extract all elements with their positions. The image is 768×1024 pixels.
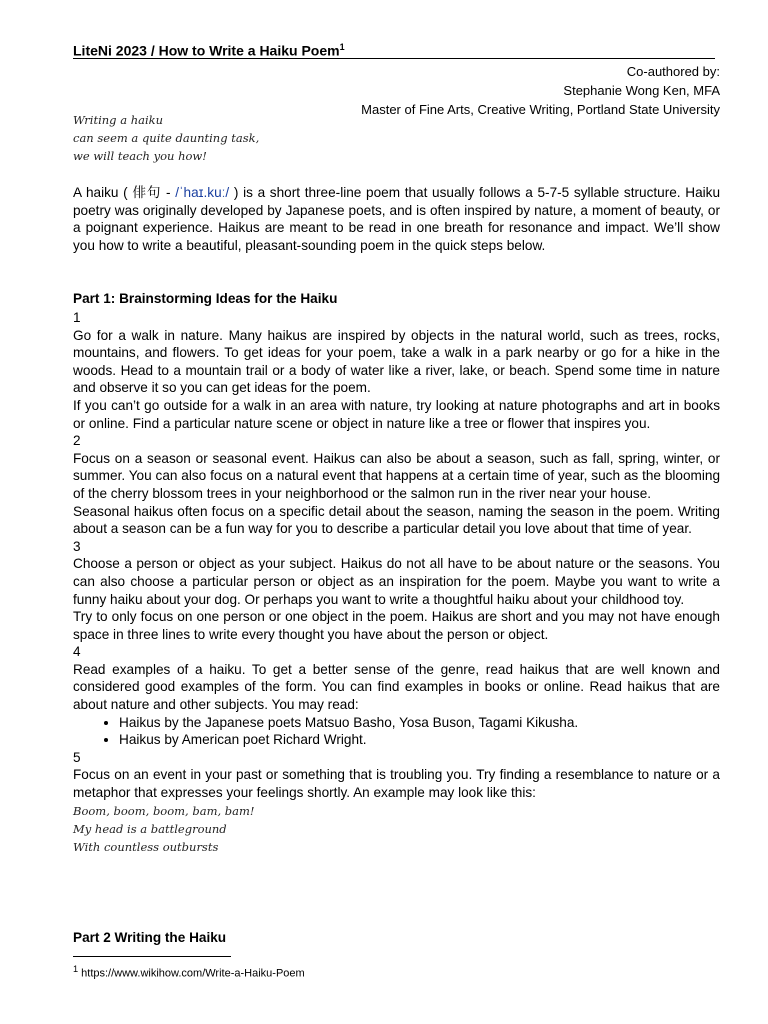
header-rule xyxy=(73,58,715,59)
intro-poem-line: Writing a haiku xyxy=(73,113,164,127)
part2-heading: Part 2 Writing the Haiku xyxy=(73,930,227,945)
intro-rest: ) is a short three-line poem that usually follows a 5-7-5 syllable structure. Haiku poetry was originally developed by Japanese poets, and is often inspired by nature, a moment of beauty, or a poignant experience. Haikus are meant to be read in one breath for resonance and impact. We’ll show you how to write a beautiful, pleasant-sounding poem in the quick steps below. xyxy=(73,185,721,253)
step-paragraph: Go for a walk in nature. Many haikus are inspired by objects in the natural world, such as trees, rocks, mountains, and flowers. To get ideas for your poem, take a walk in a park nearby or go for a hike in the woods. Head to a mountain trail or a body of water like a river, lake, or beach. Spend some time in nature and observe it so you can get ideas for the poem. xyxy=(73,327,720,396)
intro-paragraph xyxy=(73,184,720,254)
step-paragraph: Focus on a season or seasonal event. Haikus can also be about a season, such as fall, spring, winter, or summer. You can also focus on a natural event that happens at a certain time of year, such as the blooming of the cherry blossom trees in your neighborhood or the salmon run in the river near your house. xyxy=(73,450,720,501)
step-paragraph: If you can’t go outside for a walk in an area with nature, try looking at nature photographs and art in books or online. Find a particular nature scene or object in nature like a tree or flower that inspires you. xyxy=(73,397,720,431)
intro-pre: A haiku ( xyxy=(73,185,128,200)
step-paragraph: Choose a person or object as your subject. Haikus do not all have to be about nature or the seasons. You can also choose a particular person or object as an inspiration for the poem. Maybe you want to write a funny haiku about your dog. Or perhaps you want to write a thoughtful haiku about your childhood toy. xyxy=(73,556,720,607)
footnote-link[interactable]: https://www.wikihow.com/Write-a-Haiku-Poem xyxy=(81,967,305,980)
example-poem-line: With countless outbursts xyxy=(73,839,219,854)
haiku-ipa: /ˈhaɪ.kuː/ xyxy=(175,185,230,200)
part1-heading: Part 1: Brainstorming Ideas for the Haiku xyxy=(73,291,338,306)
list-item: • Haikus by the Japanese poets Matsuo Basho, Yosa Buson, Tagami Kikusha. xyxy=(119,714,720,732)
footnote-marker: 1 xyxy=(73,964,79,974)
part1-body xyxy=(73,309,720,856)
byline-credentials: Master of Fine Arts, Creative Writing, Portland State University xyxy=(361,102,720,117)
list-item: • Haikus by American poet Richard Wright. xyxy=(119,731,720,749)
example-poem-line: Boom, boom, boom, bam, bam! xyxy=(73,803,255,818)
intro-poem-line: can seem a quite daunting task, xyxy=(73,131,260,145)
reading-list xyxy=(73,714,720,749)
step-number: 1 xyxy=(73,310,81,325)
intro-poem-line: we will teach you how! xyxy=(73,149,207,163)
document-header xyxy=(73,42,715,59)
footnote xyxy=(73,964,305,980)
footnote-rule xyxy=(73,956,231,957)
step-number: 5 xyxy=(73,749,81,765)
byline-label: Co-authored by: xyxy=(626,64,720,79)
document-title: LiteNi 2023 / How to Write a Haiku Poem xyxy=(73,42,340,59)
byline-author: Stephanie Wong Ken, MFA xyxy=(563,83,720,98)
example-poem-line: My head is a battleground xyxy=(73,821,227,836)
step-number: 3 xyxy=(73,538,81,554)
footnote-ref[interactable]: 1 xyxy=(339,42,345,52)
example-poem xyxy=(73,802,720,856)
intro-dash: - xyxy=(161,185,176,200)
haiku-kanji: 俳句 xyxy=(132,185,162,200)
step-paragraph: Read examples of a haiku. To get a better sense of the genre, read haikus that are well known and considered good examples of the form. You can find examples in books or online. Read haikus that are about nature and other subjects. You may read: xyxy=(73,661,720,713)
byline xyxy=(361,62,720,119)
step-number: 2 xyxy=(73,433,81,449)
step-paragraph: Seasonal haikus often focus on a specific detail about the season, naming the season in the poem. Writing about a season can be a fun way for you to describe a particular detail you love about that time of year. xyxy=(73,503,720,537)
step-paragraph: Focus on an event in your past or something that is troubling you. Try finding a resemblance to nature or a metaphor that expresses your feelings shortly. An example may look like this: xyxy=(73,767,720,801)
step-number: 4 xyxy=(73,644,81,660)
intro-poem xyxy=(73,111,259,165)
step-paragraph: Try to only focus on one person or one object in the poem. Haikus are short and you may not have enough space in three lines to write every thought you have about the person or object. xyxy=(73,609,720,642)
